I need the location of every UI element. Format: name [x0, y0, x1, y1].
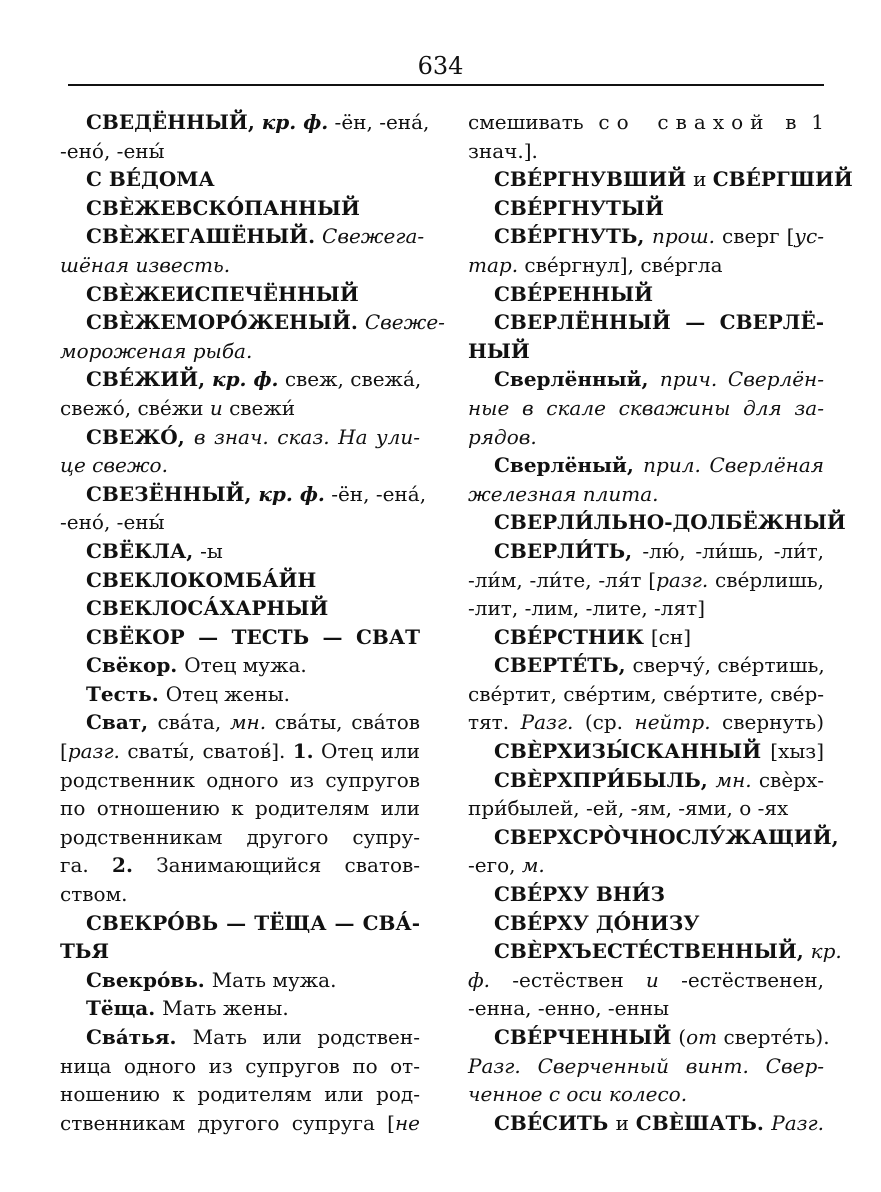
text-line — [60, 480, 427, 509]
text-line — [60, 1109, 420, 1138]
text-line — [468, 851, 824, 880]
headword-run: СВЀЖЕГАШЁНЫЙ. — [86, 224, 323, 249]
text-run: Разг. — [520, 710, 574, 735]
text-line — [60, 966, 420, 995]
headword-run: СВЕ́РГНУТЫЙ — [494, 195, 664, 220]
text-run: и — [645, 967, 659, 992]
text-line — [468, 280, 824, 309]
text-line — [468, 937, 842, 966]
text-run: сва́та, — [157, 710, 230, 735]
text-line — [60, 594, 420, 623]
headword-run: СВЀЖЕВСКО́ПАННЫЙ — [86, 195, 360, 220]
text-line — [60, 623, 420, 652]
headword-run: ТЬЯ — [60, 939, 110, 964]
headword-run: СВЕ́РГНУТЬ, — [494, 224, 652, 249]
text-run: [хыз] — [770, 739, 824, 764]
text-run: ственникам другого супруга [ — [60, 1110, 395, 1135]
text-run: -ён, -ена́, — [328, 110, 430, 134]
headword-run: СВЀЖЕИСПЕЧЁННЫЙ — [86, 281, 359, 306]
text-line — [468, 165, 853, 194]
text-run: свежи́ — [222, 395, 296, 420]
text-run: Разг. — [771, 1110, 825, 1135]
text-line — [60, 423, 420, 452]
text-line — [60, 308, 445, 337]
text-line — [468, 222, 824, 251]
headword-run: Тёща. — [86, 996, 163, 1021]
text-line — [468, 623, 824, 652]
text-line — [60, 165, 420, 194]
text-run: мн. — [715, 767, 752, 792]
text-line — [468, 337, 824, 366]
text-run: -ли́м, -ли́те, -ля́т [ — [468, 567, 657, 592]
text-line — [468, 1109, 824, 1138]
text-line — [468, 823, 839, 852]
headword-run: СВЕЖО́, — [86, 424, 194, 449]
text-run: Мать жены. — [162, 996, 289, 1021]
text-line — [60, 823, 420, 852]
text-run: -естёственен, — [658, 967, 824, 992]
text-line — [468, 1023, 830, 1052]
text-run: смешивать — [468, 110, 599, 134]
text-run: -енна, -енно, -енны — [468, 996, 670, 1021]
text-run: при́былей, -ей, -ям, -ями, о -ях — [468, 796, 789, 821]
text-line — [60, 1023, 420, 1052]
text-run: шёная известь. — [60, 252, 231, 277]
headword-run: СВЕ́РХУ ДО́НИЗУ — [494, 910, 700, 935]
text-line — [60, 508, 420, 537]
text-run: ные в скале скважины для за- — [468, 395, 824, 420]
text-run: свѐрх- — [751, 767, 824, 792]
headword-run: Тесть. — [86, 681, 166, 706]
page-number: 634 — [417, 52, 464, 80]
text-run: в знач. сказ. На ули- — [193, 424, 420, 449]
text-run: прош. — [652, 224, 716, 249]
text-run: сверг [ — [715, 224, 795, 249]
text-line — [468, 566, 824, 595]
headword-run: СВЀЖЕМОРО́ЖЕНЫЙ. — [86, 310, 365, 335]
headword-run: НЫЙ — [468, 338, 530, 363]
text-run: рядов. — [468, 424, 537, 449]
text-run: по отношению к родителям или — [60, 796, 420, 821]
headword-run: СВЕРТЕ́ТЬ, — [494, 653, 633, 678]
headword-run: С ВЕ́ДОМА — [86, 167, 215, 192]
headword-run: СВЕРЛИ́ТЬ, — [494, 538, 643, 563]
text-line — [60, 909, 420, 938]
text-run: це свежо. — [60, 453, 168, 478]
text-line — [468, 708, 824, 737]
text-run: -ено́, -ены́ — [60, 138, 165, 163]
text-run: со свахой — [598, 110, 771, 134]
text-line — [60, 222, 425, 251]
headword-run: Сват, — [86, 710, 158, 735]
text-run: сверчу́, све́ртишь, — [632, 653, 825, 678]
text-run: -его, — [468, 853, 522, 878]
text-line — [468, 594, 824, 623]
headword-run: СВЀРХИЗЫ́СКАННЫЙ — [494, 739, 771, 764]
text-run: -ы — [200, 538, 223, 563]
text-line — [60, 880, 420, 909]
text-line — [60, 737, 420, 766]
text-run: разг. — [67, 739, 120, 764]
headword-run: СВЕКЛОКОМБА́ЙН — [86, 567, 317, 592]
text-line — [468, 994, 824, 1023]
text-run: [сн] — [650, 624, 691, 649]
headword-run: СВЀРХЪЕСТЕ́СТВЕННЫЙ, — [494, 939, 811, 964]
text-run: Мать или родствен- — [192, 1025, 420, 1049]
text-run: тят. — [468, 710, 521, 735]
text-run: в 1 — [770, 110, 824, 134]
text-line — [60, 708, 420, 737]
text-run: родственник одного из супругов — [60, 767, 420, 792]
headword-run: Сва́тья. — [86, 1025, 193, 1049]
text-line — [468, 880, 824, 909]
headword-run: СВЕРХСРО̀ЧНОСЛУ́ЖАЩИЙ, — [494, 824, 839, 849]
text-run: (ср. — [573, 710, 635, 735]
text-run: -ено́, -ены́ — [60, 510, 165, 535]
text-run: Свежега- — [322, 224, 425, 249]
headword-run: кр. ф. — [258, 481, 325, 506]
text-run: не — [394, 1110, 420, 1135]
headword-run: СВЕКЛОСА́ХАРНЫЙ — [86, 596, 329, 621]
text-run: Отец или — [313, 739, 420, 764]
headword-run: Сверлёный, — [494, 453, 644, 478]
text-line — [60, 994, 420, 1023]
text-run: прич. Сверлён- — [659, 367, 824, 392]
text-run: Свеже- — [364, 310, 445, 335]
text-line — [468, 537, 824, 566]
headword-run: СВЕ́ЖИЙ, — [86, 367, 213, 392]
text-run: м. — [521, 853, 545, 878]
text-run: -ён, -ена́, — [324, 481, 427, 506]
header-rule — [68, 84, 824, 86]
text-run: кр. — [810, 939, 842, 964]
headword-run: СВЕ́РСТНИК — [494, 624, 651, 649]
text-run: -лит, -лим, -лите, -лят] — [468, 596, 705, 621]
headword-run: 1. — [292, 739, 314, 764]
text-line — [60, 280, 420, 309]
text-line — [60, 337, 420, 366]
text-run: разг. — [656, 567, 709, 592]
text-line — [60, 1080, 420, 1109]
text-line — [60, 137, 420, 166]
text-line — [468, 1080, 824, 1109]
text-run: знач.]. — [468, 138, 538, 163]
left-column — [60, 108, 445, 1137]
text-line — [60, 937, 420, 966]
headword-run: СВЕРЛЁННЫЙ — СВЕРЛЁ- — [494, 310, 824, 335]
text-run: и — [615, 1110, 636, 1135]
text-run: тар. — [468, 252, 519, 277]
headword-run: СВЀШАТЬ. — [635, 1110, 772, 1135]
text-line — [468, 680, 824, 709]
headword-run: СВЕ́РЧЕННЫЙ — [494, 1025, 679, 1049]
text-line — [468, 251, 824, 280]
headword-run: 2. — [112, 853, 133, 878]
text-run: прил. Сверлёная — [643, 453, 824, 478]
text-line — [468, 651, 824, 680]
headword-run: СВЁКЛА, — [86, 538, 201, 563]
headword-run: СВЕКРО́ВЬ — ТЁЩА — СВА́- — [86, 910, 420, 935]
text-run: свертéть). — [717, 1025, 830, 1049]
text-line — [468, 480, 824, 509]
text-run: сва́ты, сва́тов — [266, 710, 420, 735]
text-run: ченное с оси колесо. — [468, 1082, 688, 1107]
text-line — [468, 137, 824, 166]
text-run: све́ртит, све́ртим, све́ртите, све́р- — [468, 681, 825, 706]
text-run: ношению к родителям или род- — [60, 1082, 420, 1107]
text-line — [468, 194, 824, 223]
text-line — [60, 365, 420, 394]
text-line — [468, 766, 824, 795]
text-line — [60, 108, 430, 137]
text-run: ( — [678, 1025, 687, 1049]
text-run: родственникам другого супру- — [60, 824, 420, 849]
text-line — [60, 651, 420, 680]
headword-run: СВЕЗЁННЫЙ, — [86, 481, 259, 506]
text-line — [468, 108, 824, 137]
text-line — [60, 566, 420, 595]
text-run: све́рлишь, — [708, 567, 824, 592]
text-line — [60, 194, 420, 223]
text-run: [ — [60, 739, 68, 764]
headword-run: кр. ф. — [261, 110, 329, 134]
text-run: от — [686, 1025, 718, 1049]
text-line — [60, 766, 420, 795]
text-run: Занимающийся сватов- — [132, 853, 421, 878]
headword-run: СВЕРЛИ́ЛЬНО-ДОЛБЁЖНЫЙ — [494, 510, 846, 535]
headword-run: СВЀРХПРИ́БЫЛЬ, — [494, 767, 716, 792]
text-line — [468, 737, 824, 766]
text-run: нейтр. — [634, 710, 711, 735]
text-run: и — [209, 395, 223, 420]
headword-run: Свекро́вь. — [86, 967, 212, 992]
text-run: свернуть) — [710, 710, 824, 735]
text-run: Отец мужа. — [184, 653, 307, 678]
text-run: ус- — [794, 224, 824, 249]
text-line — [468, 451, 824, 480]
text-run: свеж, свежа́, — [278, 367, 422, 392]
headword-run: СВЕ́РЕННЫЙ — [494, 281, 654, 306]
text-line — [468, 308, 824, 337]
text-line — [468, 909, 824, 938]
text-run: -естёствен — [490, 967, 646, 992]
text-line — [60, 1052, 420, 1081]
text-line — [468, 966, 824, 995]
text-line — [60, 537, 420, 566]
text-line — [468, 1052, 824, 1081]
text-run: ством. — [60, 882, 128, 907]
headword-run: СВЕ́РХУ ВНИ́З — [494, 882, 665, 907]
headword-run: СВЁКОР — ТЕСТЬ — СВАТ — [86, 624, 420, 649]
text-run: Разг. Сверченный винт. Свер- — [468, 1053, 824, 1078]
headword-run: СВЕ́РГШИЙ — [712, 167, 853, 192]
text-run: мороженая рыба. — [60, 338, 253, 363]
text-run: сваты́, сватов́]. — [119, 739, 293, 764]
text-run: ница одного из супругов по от- — [60, 1053, 420, 1078]
headword-run: СВЕ́РГНУВШИЙ — [494, 167, 694, 192]
text-line — [468, 394, 824, 423]
headword-run: СВЕДЁННЫЙ, — [86, 110, 262, 134]
text-line — [60, 394, 420, 423]
text-line — [468, 423, 824, 452]
text-line — [60, 851, 420, 880]
text-line — [468, 508, 846, 537]
headword-run: Свёкор. — [86, 653, 185, 678]
text-line — [60, 794, 420, 823]
text-run: -лю́, -ли́шь, -ли́т, — [642, 538, 825, 563]
headword-run: СВЕ́СИТЬ — [494, 1110, 616, 1135]
headword-run: Сверлённый, — [494, 367, 660, 392]
text-run: Отец жены. — [165, 681, 291, 706]
text-run: и — [693, 167, 713, 192]
text-line — [468, 365, 824, 394]
text-run: Мать мужа. — [211, 967, 337, 992]
right-column — [468, 108, 853, 1137]
text-run: га. — [60, 853, 113, 878]
text-run: све́ргнул], све́ргла — [518, 252, 723, 277]
text-run: ф. — [468, 967, 491, 992]
text-line — [60, 680, 420, 709]
text-run: железная плита. — [468, 481, 659, 506]
text-line — [60, 451, 420, 480]
text-line — [60, 251, 420, 280]
text-line — [468, 794, 824, 823]
text-run: свежо́, све́жи — [60, 395, 210, 420]
text-run: мн. — [229, 710, 267, 735]
headword-run: кр. ф. — [212, 367, 279, 392]
